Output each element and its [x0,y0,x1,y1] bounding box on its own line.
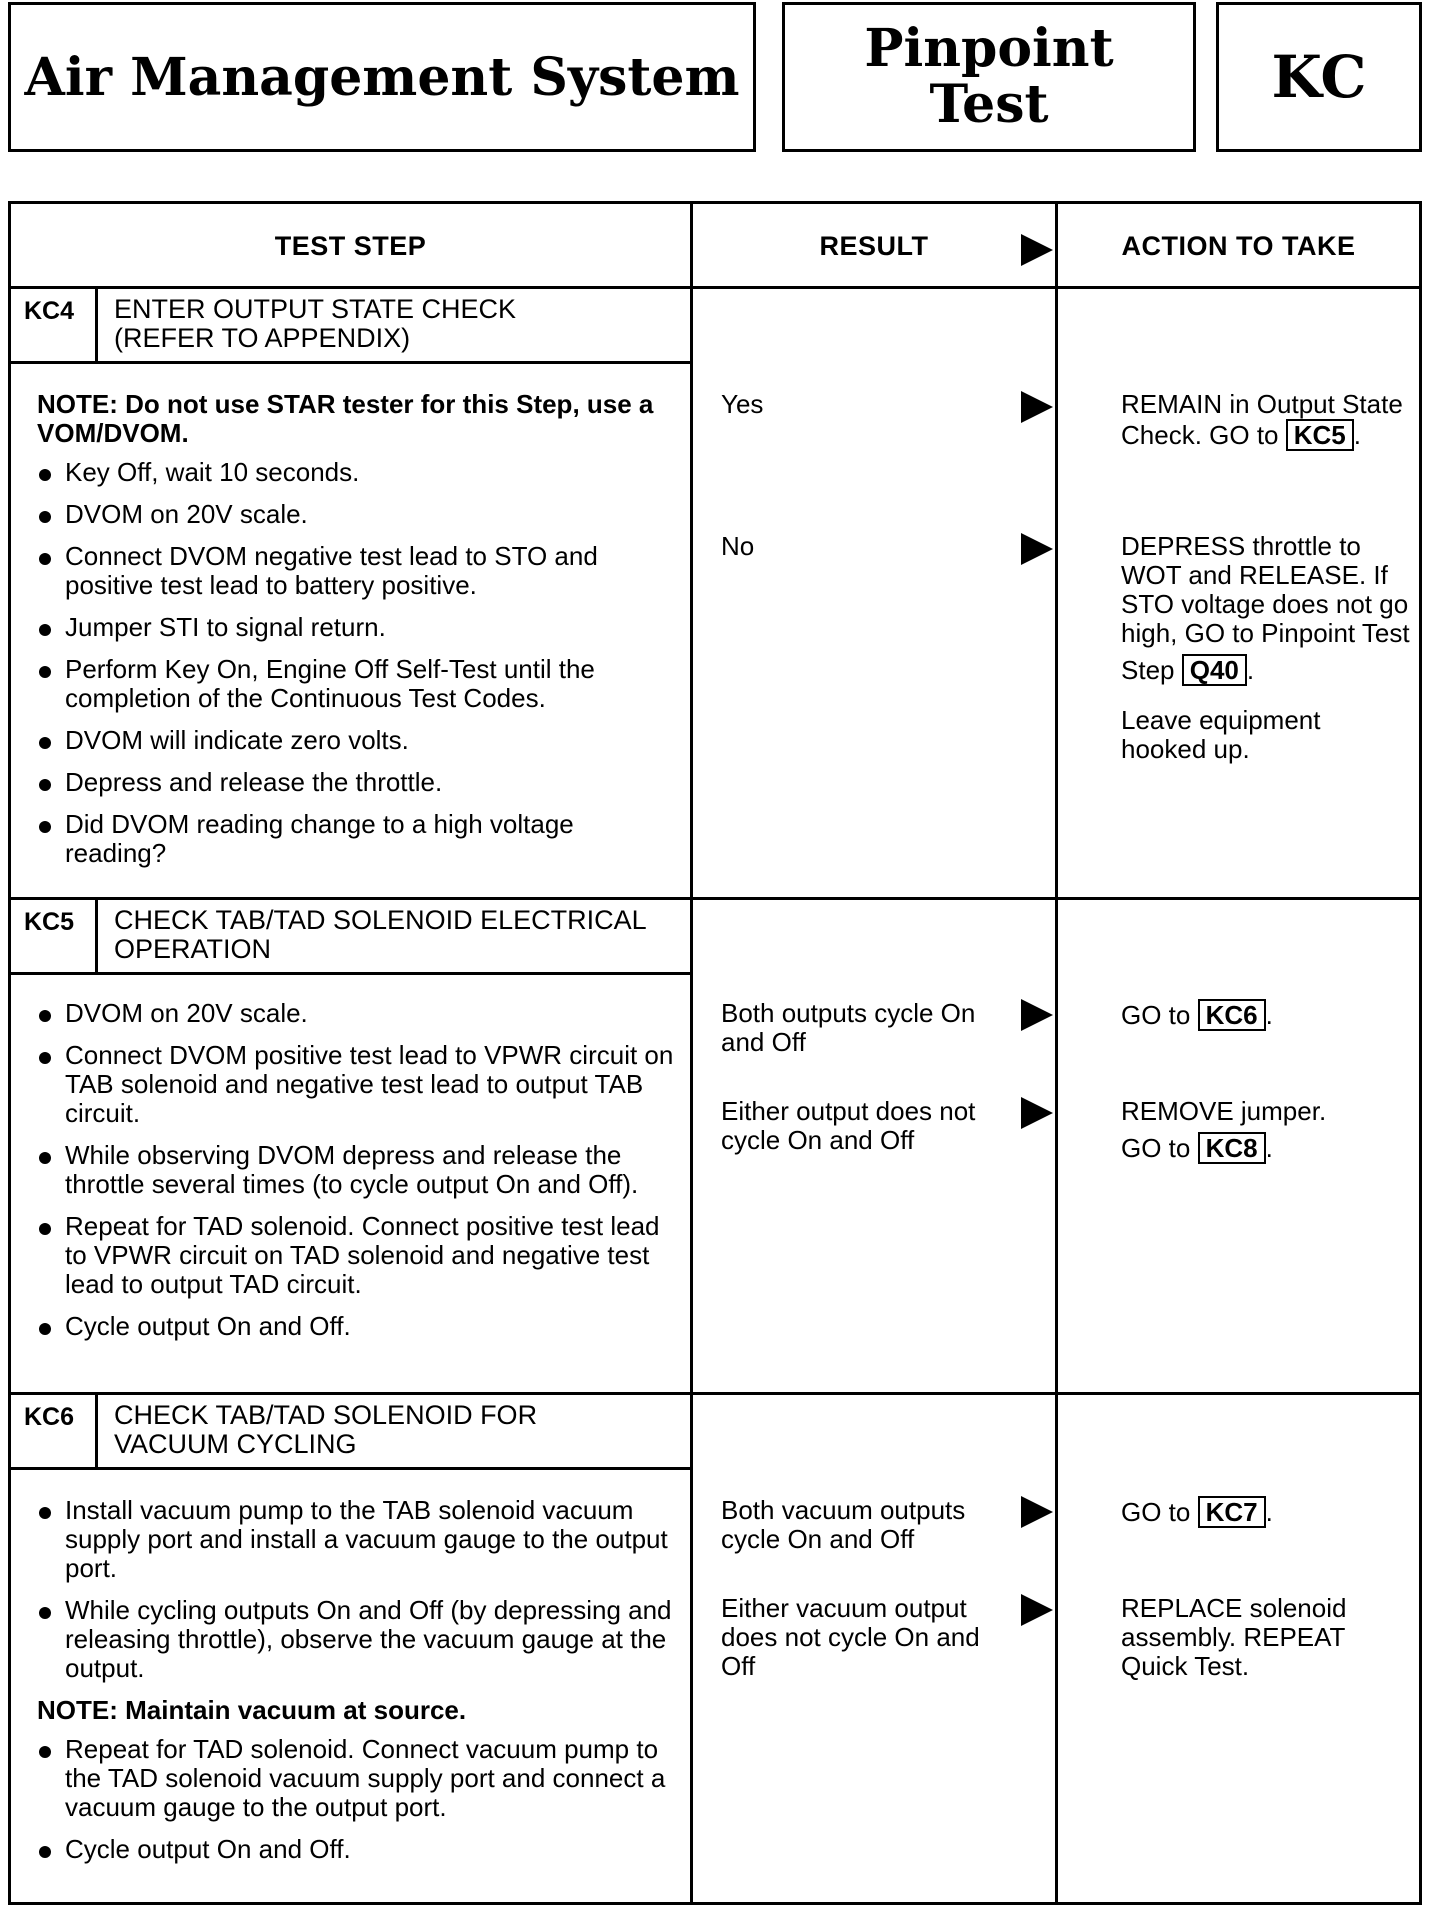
action-no: DEPRESS throttle to WOT and RELEASE. If STO voltage does not go high, GO to Pinpoint Test Step Q40 . Leave equipment hooked up. [1121,531,1410,764]
result-yes: Yes [721,389,764,419]
test-code: KC [1271,43,1367,111]
action-note: Leave equipment hooked up. [1121,705,1321,764]
step-id: KC4 [24,297,75,325]
result-arrow-icon [1021,391,1053,423]
step-ref-kc5[interactable]: KC5 [1286,419,1354,451]
result-no: No [721,531,755,561]
column-header-test-step: TEST STEP [274,230,427,261]
step-title-divider [11,1467,693,1470]
system-title-box [8,2,756,152]
procedure-bullet: Perform Key On, Engine Off Self-Test until the completion of the Continuous Test Codes. [37,655,677,713]
step-procedure [37,390,677,881]
procedure-bullet: DVOM will indicate zero volts. [37,726,677,755]
result-arrow-icon [1021,234,1053,266]
step-id-divider [95,1395,98,1467]
pinpoint-test-table [8,201,1422,1905]
procedure-bullet: Cycle output On and Off. [37,1312,677,1341]
test-type-line2: Test [929,74,1049,135]
step-id-divider [95,289,98,361]
result-either-vacuum-no-cycle: Either vacuum output does not cycle On and Off [721,1593,980,1681]
step-ref-kc6[interactable]: KC6 [1198,999,1266,1031]
step-title: CHECK TAB/TAD SOLENOID ELECTRICAL OPERATION [114,905,647,964]
result-arrow-icon [1021,1594,1053,1626]
procedure-bullet: Did DVOM reading change to a high voltage reading? [37,810,677,868]
step-note: NOTE: Maintain vacuum at source. [37,1695,467,1725]
procedure-bullet: Jumper STI to signal return. [37,613,677,642]
procedure-bullet: Install vacuum pump to the TAB solenoid vacuum supply port and install a vacuum gauge to the output port. [37,1496,677,1583]
procedure-bullet: DVOM on 20V scale. [37,500,677,529]
step-ref-kc8[interactable]: KC8 [1198,1132,1266,1164]
action-both-cycle: GO to KC6 . [1121,1000,1273,1030]
action-text: GO to [1121,1000,1191,1030]
procedure-bullet: Key Off, wait 10 seconds. [37,458,677,487]
result-arrow-icon [1021,1097,1053,1129]
step-id-divider [95,900,98,972]
step-divider [11,897,1419,900]
procedure-bullet: Connect DVOM negative test lead to STO and positive test lead to battery positive. [37,542,677,600]
result-either-no-cycle: Either output does not cycle On and Off [721,1096,976,1155]
step-ref-kc7[interactable]: KC7 [1198,1496,1266,1528]
column-header-action: ACTION TO TAKE [1121,230,1356,261]
result-both-vacuum: Both vacuum outputs cycle On and Off [721,1495,966,1554]
procedure-bullet: Repeat for TAD solenoid. Connect vacuum pump to the TAD solenoid vacuum supply port and connect a vacuum gauge to the output port. [37,1735,677,1822]
procedure-bullet: DVOM on 20V scale. [37,999,677,1028]
action-text: REMOVE jumper. [1121,1096,1327,1126]
action-text: DEPRESS throttle to WOT and RELEASE. If STO voltage does not go high, GO to Pinpoint Test [1121,531,1410,648]
action-text: GO to [1121,1497,1191,1527]
result-arrow-icon [1021,999,1053,1031]
test-type-box [782,2,1196,152]
step-title-divider [11,972,693,975]
test-code-box [1216,2,1422,152]
column-header-result: RESULT [819,230,929,261]
column-divider [690,204,693,1902]
procedure-bullet: Cycle output On and Off. [37,1835,677,1864]
action-both-vacuum: GO to KC7 . [1121,1497,1273,1527]
result-arrow-icon [1021,1496,1053,1528]
action-either-no-cycle: REMOVE jumper. GO to KC8 . [1121,1097,1411,1164]
procedure-bullet: While observing DVOM depress and release the throttle several times (to cycle output On and Off). [37,1141,677,1199]
step-procedure [37,1496,677,1877]
step-procedure [37,999,677,1354]
action-text: REMAIN in Output State Check. GO to [1121,389,1403,450]
procedure-bullet: Repeat for TAD solenoid. Connect positive test lead to VPWR circuit on TAD solenoid and negative test lead to output TAD circuit. [37,1212,677,1299]
step-title: CHECK TAB/TAD SOLENOID FOR VACUUM CYCLING [114,1400,538,1459]
step-divider [11,1392,1419,1395]
system-title: Air Management System [24,46,740,108]
action-either-vacuum-no-cycle: REPLACE solenoid assembly. REPEAT Quick Test. [1121,1593,1347,1681]
step-title: ENTER OUTPUT STATE CHECK (REFER TO APPENDIX) [114,294,517,353]
action-go-label: GO to [1121,1133,1191,1163]
procedure-bullet: Depress and release the throttle. [37,768,677,797]
action-step-label: Step [1121,655,1175,685]
header-divider [11,286,1419,289]
procedure-bullet: Connect DVOM positive test lead to VPWR circuit on TAB solenoid and negative test lead to output TAB circuit. [37,1041,677,1128]
result-both-cycle: Both outputs cycle On and Off [721,998,976,1057]
step-note: NOTE: Do not use STAR tester for this Step, use a VOM/DVOM. [37,389,654,448]
action-yes: REMAIN in Output State Check. GO to KC5 . [1121,389,1403,450]
column-divider [1055,204,1058,1902]
step-id: KC6 [24,1403,75,1431]
test-type-line1: Pinpoint [864,18,1114,79]
step-id: KC5 [24,908,75,936]
step-title-divider [11,361,693,364]
step-ref-q40[interactable]: Q40 [1182,654,1247,686]
procedure-bullet: While cycling outputs On and Off (by depressing and releasing throttle), observe the vacuum gauge at the output. [37,1596,677,1683]
result-arrow-icon [1021,533,1053,565]
